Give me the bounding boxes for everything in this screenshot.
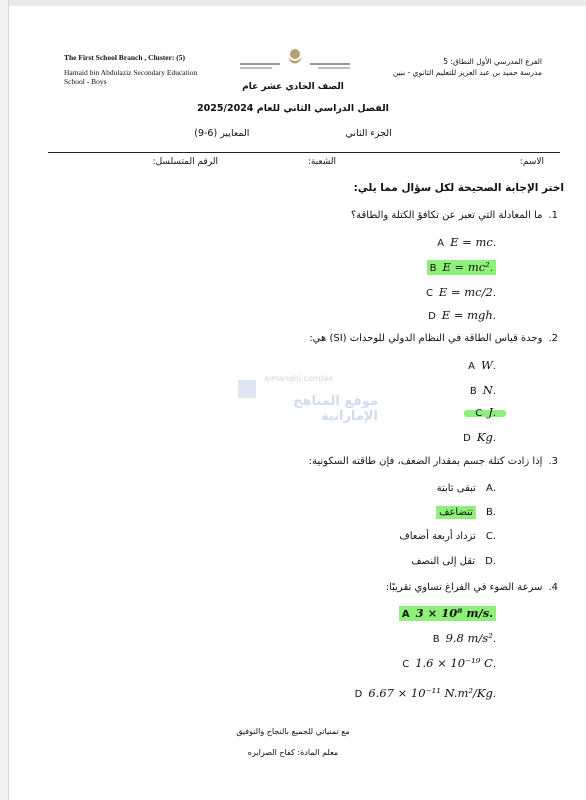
question-4: [386, 582, 558, 593]
answer-highlight: .A3 × 10⁸ m/s: [399, 606, 496, 621]
school-name-line: Hamaid bin Abdulaziz Secondary Education: [64, 68, 198, 77]
section-field: الشعبة:: [307, 157, 336, 167]
option-value: E = mc²: [442, 260, 490, 274]
option-1a: .AE = mc: [437, 235, 496, 249]
watermark-url: almanahj.com/ae: [264, 374, 334, 383]
option-value: W: [480, 358, 493, 372]
option-value: Kg: [476, 430, 493, 444]
option-value: E = mgh: [441, 308, 493, 322]
school-name-arabic: مدرسة حميد بن عبد العزيز للتعليم الثانوي - بنين: [392, 68, 542, 77]
header-divider: [48, 152, 560, 153]
school-branch-line: The First School Branch , Cluster: (5): [64, 53, 186, 62]
question-3: [309, 456, 558, 467]
serial-field: الرقم المتسلسل:: [152, 157, 218, 167]
option-value: 1.6 × 10⁻¹⁹ C: [415, 656, 493, 670]
option-value: تتضاعف: [439, 507, 473, 518]
part-title: الجزء الثاني: [345, 128, 392, 139]
question-number: 4.: [548, 582, 558, 593]
option-value: E = mc/2: [438, 285, 493, 299]
option-3a: .Aتبقى ثابتة: [436, 483, 496, 494]
question-number: 1.: [548, 210, 558, 221]
option-value: 3 × 10⁸ m/s: [415, 606, 490, 620]
question-text: وحدة قياس الطاقة في النظام الدولي للوحدات (SI) هي:: [309, 333, 543, 344]
question-number: 2.: [548, 333, 558, 344]
school-branch-arabic: الفرع المدرسي الأول النطاق: 5: [443, 57, 542, 66]
option-3d: .Dتقل إلى النصف: [411, 556, 496, 567]
option-2c: .CJ: [475, 405, 496, 419]
question-2: [309, 333, 558, 344]
part-standards-line: [0, 128, 586, 139]
option-3b: .Bتتضاعف: [436, 507, 496, 518]
answer-highlight: [436, 506, 476, 519]
option-3c: .Cتزداد أربعة أضعاف: [399, 531, 496, 542]
option-4a: [399, 606, 496, 620]
option-value: E = mc: [450, 235, 493, 249]
option-2d: .DKg: [463, 430, 496, 444]
option-value: تزداد أربعة أضعاف: [399, 531, 476, 542]
watermark-text: موقع المناهج الإماراتية: [293, 394, 378, 424]
option-value: تقل إلى النصف: [411, 556, 476, 567]
option-2b: .BN: [469, 383, 496, 397]
footer-teacher: معلم المادة: كفاح الصرايره: [247, 748, 339, 757]
option-value: 6.67 × 10⁻¹¹ N.m²/Kg: [368, 686, 493, 700]
option-value: N: [482, 383, 493, 397]
page-edge-left: [0, 0, 9, 800]
footer-wishes: مع تمنياتي للجميع بالنجاح والتوفيق: [236, 727, 350, 736]
option-value: 9.8 m/s²: [445, 631, 493, 645]
option-4d: .D6.67 × 10⁻¹¹ N.m²/Kg: [354, 686, 496, 700]
question-text: ما المعادلة التي تعبر عن تكافؤ الكتلة والطاقة؟: [350, 210, 543, 221]
standards-title: المعايير (6-9): [194, 128, 250, 139]
grade-title: الصف الحادي عشر عام: [242, 82, 344, 92]
answer-highlight: .BE = mc²: [427, 260, 496, 275]
question-number: 3.: [548, 456, 558, 467]
option-1d: .DE = mgh: [428, 308, 496, 322]
option-2a: .AW: [468, 358, 496, 372]
question-text: سرعة الضوء في الفراغ تساوي تقريبًا:: [385, 582, 543, 593]
question-1: [351, 210, 558, 221]
option-value: J: [488, 405, 493, 419]
name-field: الاسم:: [519, 157, 544, 167]
option-value: تبقى ثابتة: [436, 483, 476, 494]
school-header-arabic: [322, 56, 542, 78]
option-4b: .B9.8 m/s²: [432, 631, 496, 645]
school-type-line: School - Boys: [64, 77, 107, 86]
question-text: إذا زادت كتلة جسم بمقدار الضعف، فإن طاقته السكونية:: [308, 456, 543, 467]
option-1b: [427, 260, 496, 274]
semester-title: الفصل الدراسي الثاني للعام 2025/2024: [197, 103, 389, 114]
option-4c: .C1.6 × 10⁻¹⁹ C: [402, 656, 496, 670]
watermark: [238, 372, 378, 432]
option-1c: .CE = mc/2: [425, 285, 496, 299]
instruction-text: اختر الإجابة الصحيحة لكل سؤال مما يلي:: [353, 182, 564, 194]
